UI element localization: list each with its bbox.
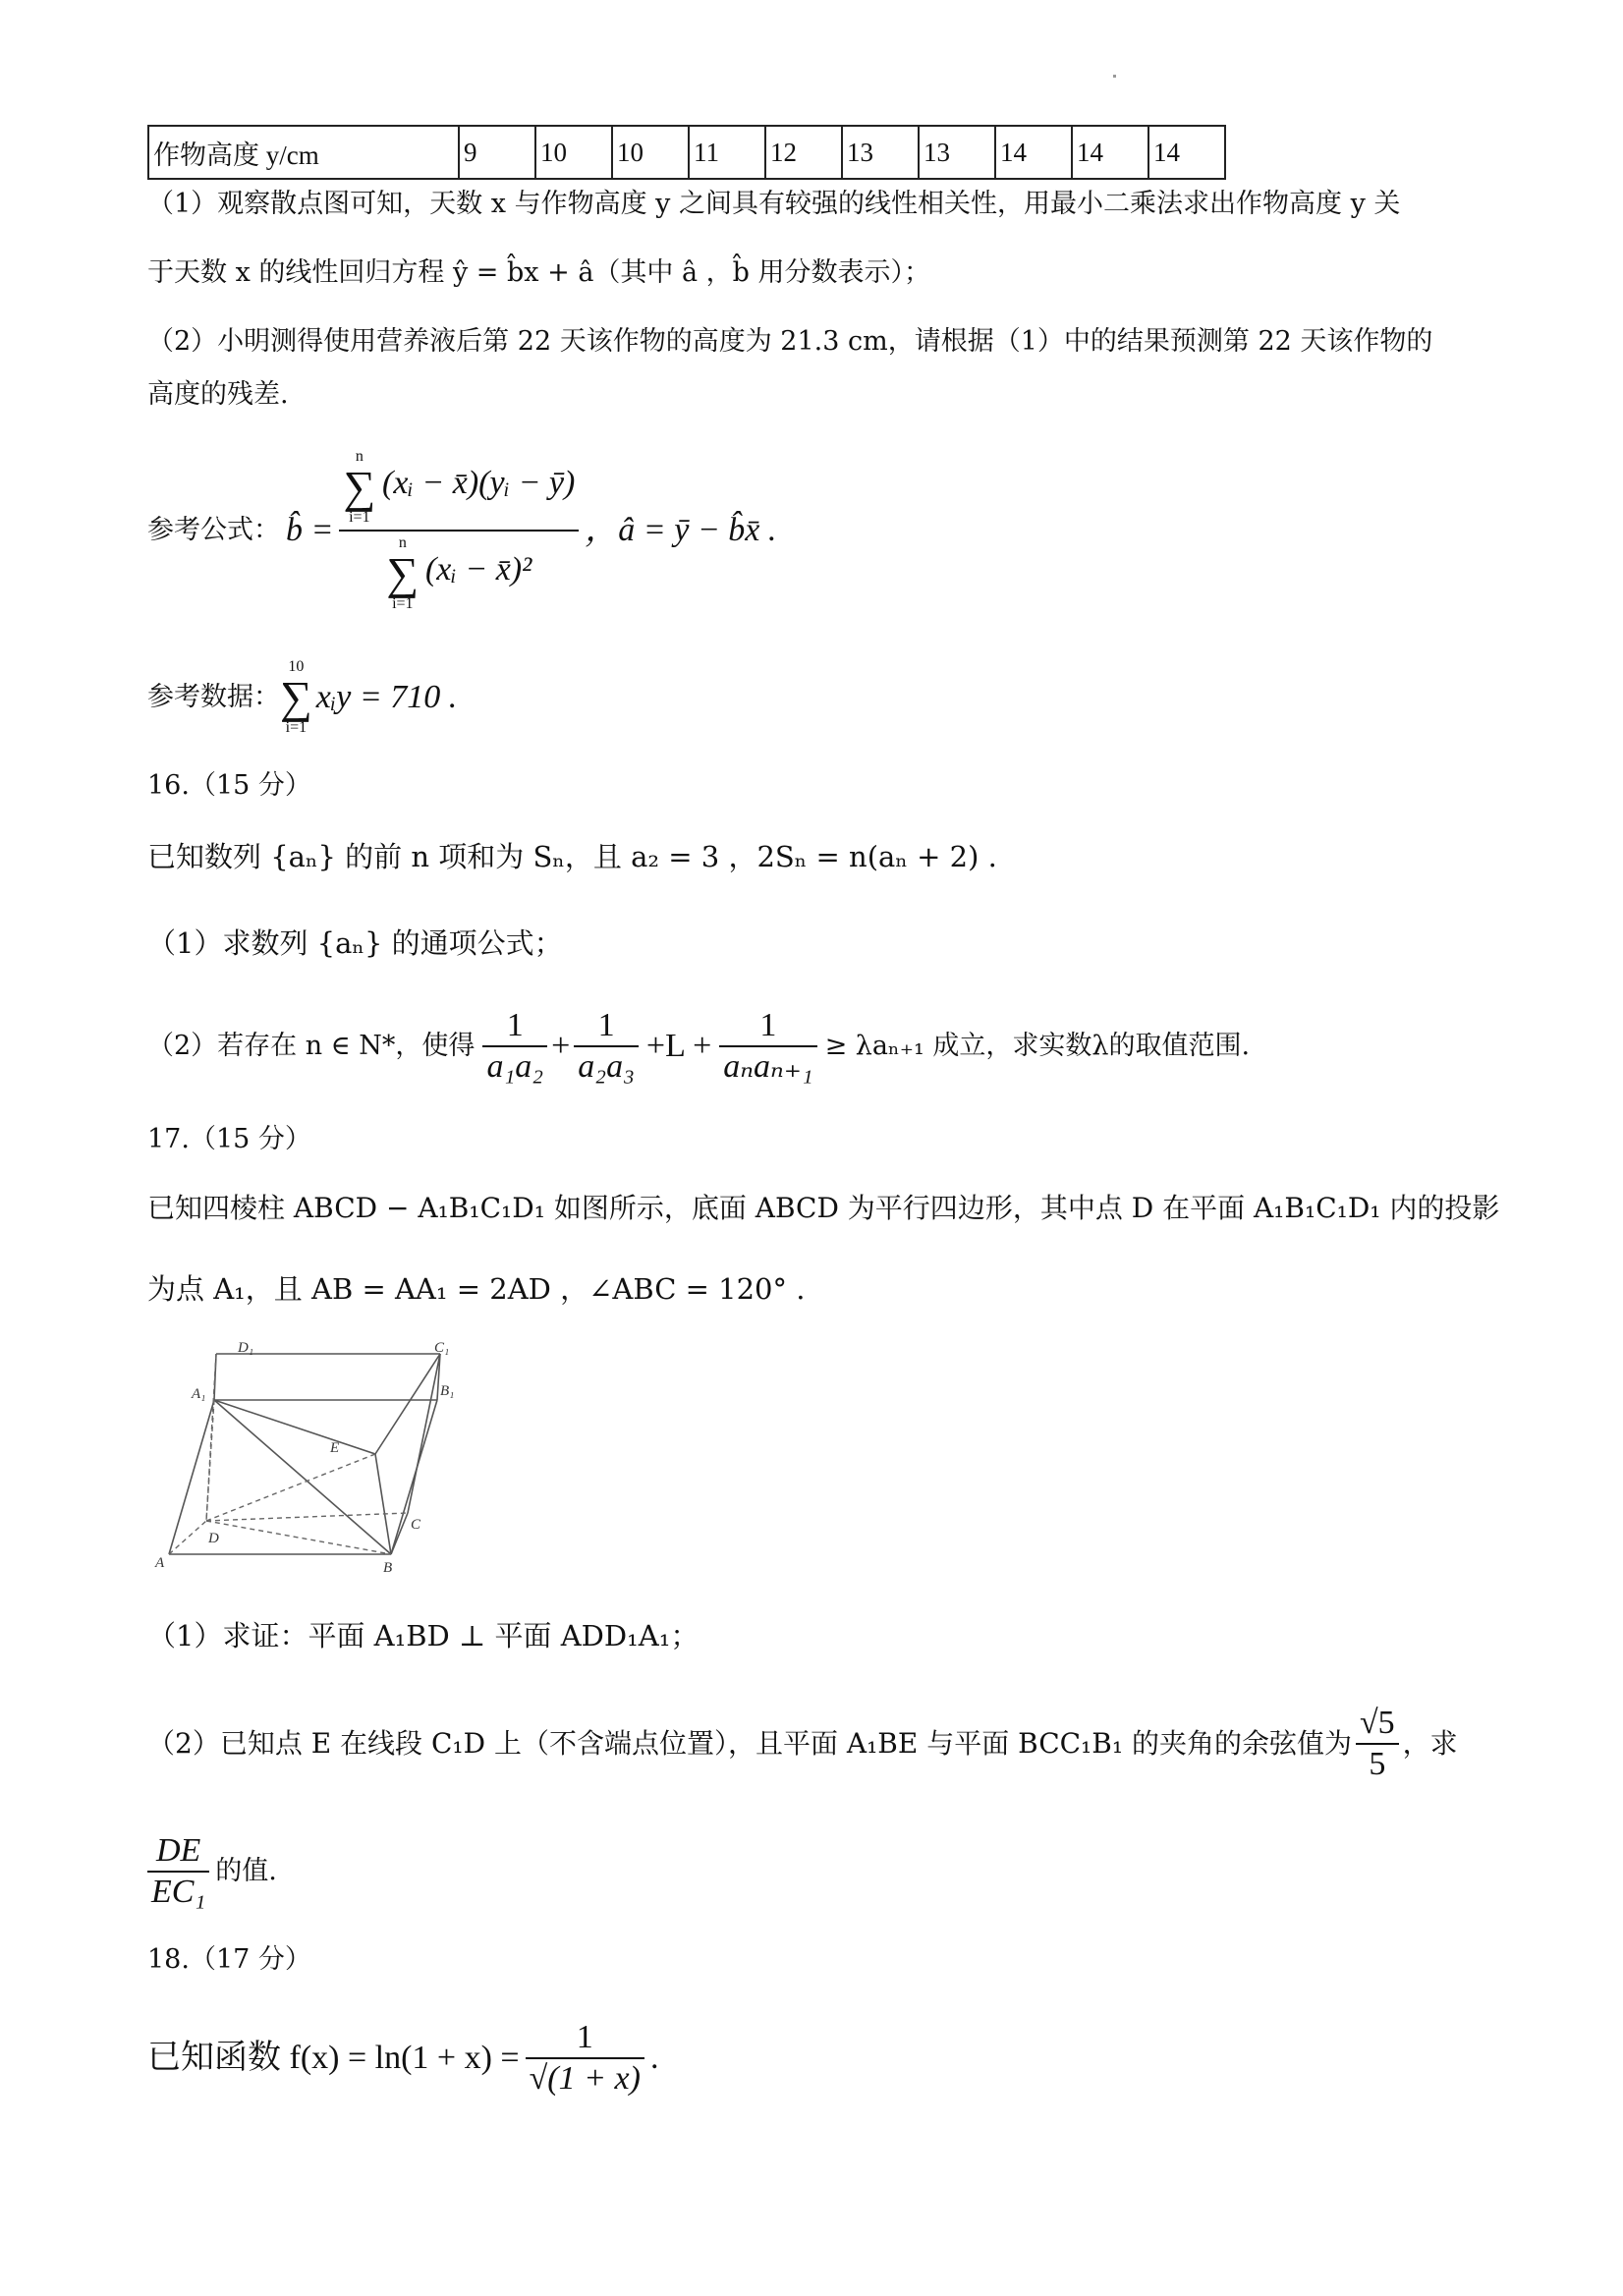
label-a: A xyxy=(155,1555,165,1571)
sum-lower: i=1 xyxy=(349,509,370,526)
q15-part1-line1: （1）观察散点图可知，天数 x 与作物高度 y 之间具有较强的线性相关性，用最小二乘法求出作物高度 y 关 xyxy=(147,189,1401,219)
frac-num: 1 xyxy=(719,1006,816,1047)
q18-stem-prefix: 已知函数 f(x) = ln(1 + x) = xyxy=(147,2040,520,2076)
data-table xyxy=(147,125,1226,180)
q16-fraction-2 xyxy=(574,1006,639,1087)
q16-part2 xyxy=(147,997,1250,1095)
q17-stem-line1: 已知四棱柱 ABCD − A₁B₁C₁D₁ 如图所示，底面 ABCD 为平行四边形，其中点 D 在平面 A₁B₁C₁D₁ 内的投影 xyxy=(147,1192,1500,1224)
q17-heading: 17.（15 分） xyxy=(147,1124,311,1154)
formula-label: 参考公式： xyxy=(147,515,280,545)
table-cell: 14 xyxy=(995,126,1072,179)
edge-dc xyxy=(206,1513,408,1521)
b-hat-fraction xyxy=(339,449,579,612)
b-hat-denominator xyxy=(339,532,579,612)
label-d1: D₁ xyxy=(238,1340,254,1356)
label-a1: A₁ xyxy=(192,1386,206,1402)
segment-eb xyxy=(375,1454,391,1554)
q17-part2-prefix: （2）已知点 E 在线段 C₁D 上（不含端点位置），且平面 A₁BE 与平面 BCC₁B₁ 的夹角的余弦值为 xyxy=(147,1727,1352,1760)
table-row-label: 作物高度 y/cm xyxy=(148,126,459,179)
label-e: E xyxy=(330,1440,340,1456)
sum-lower: i=1 xyxy=(392,595,414,612)
frac-den: 5 xyxy=(1369,1746,1386,1782)
sigma-symbol-denominator xyxy=(386,535,419,612)
table-cell: 14 xyxy=(1072,126,1148,179)
label-d: D xyxy=(208,1531,219,1546)
q17-part2 xyxy=(147,1695,1458,1793)
edge-a1b xyxy=(214,1400,391,1554)
ratio-suffix: 的值. xyxy=(215,1856,277,1886)
q16-part2-suffix: ≥ λaₙ₊₁ 成立，求实数λ的取值范围. xyxy=(824,1031,1251,1061)
segment-ea1 xyxy=(214,1400,375,1454)
frac-den: √(1 + x) xyxy=(529,2060,641,2097)
table-row xyxy=(148,126,1225,179)
frac-den: a₁a₂ xyxy=(486,1048,544,1085)
q16-fraction-3 xyxy=(719,1006,816,1087)
frac-num: √5 xyxy=(1356,1704,1399,1745)
table-cell: 13 xyxy=(919,126,995,179)
q15-part2-line1: （2）小明测得使用营养液后第 22 天该作物的高度为 21.3 cm，请根据（1）中的结果预测第 22 天该作物的 xyxy=(147,326,1433,357)
corner-mark xyxy=(1113,75,1116,78)
q18-fraction xyxy=(526,2018,644,2099)
table-cell: 9 xyxy=(459,126,535,179)
sigma-icon: ∑ xyxy=(280,672,312,722)
q16-part1: （1）求数列 {aₙ} 的通项公式； xyxy=(147,926,563,960)
data-label: 参考数据： xyxy=(147,682,280,712)
frac-den: a₂a₃ xyxy=(578,1048,635,1085)
table-cell: 14 xyxy=(1148,126,1225,179)
edge-db xyxy=(206,1521,391,1554)
ellipsis-plus: +L + xyxy=(645,1028,712,1064)
label-c: C xyxy=(411,1517,421,1533)
segment-de xyxy=(206,1454,375,1521)
q16-part2-prefix: （2）若存在 n ∈ N*，使得 xyxy=(147,1031,476,1061)
formula-block xyxy=(147,447,776,614)
sum-upper: n xyxy=(355,448,364,465)
q18-stem-suffix: . xyxy=(649,2040,659,2076)
data-expr: xᵢy = 710 . xyxy=(315,679,458,715)
q17-part2-suffix: ，求 xyxy=(1402,1727,1458,1760)
table-cell: 11 xyxy=(689,126,765,179)
q15-part1-line2: 于天数 x 的线性回归方程 ŷ = b̂x + â（其中 â ，b̂ 用分数表示）； xyxy=(147,257,931,288)
numerator-expr: (xᵢ − x̄)(yᵢ − ȳ) xyxy=(382,465,576,502)
frac-den: EC₁ xyxy=(151,1874,206,1910)
frac-num: DE xyxy=(147,1831,209,1873)
sigma-symbol-data xyxy=(280,659,312,736)
table-cell: 12 xyxy=(765,126,842,179)
table-cell: 10 xyxy=(535,126,612,179)
q18-stem xyxy=(147,2004,658,2112)
denominator-expr: (xᵢ − x̄)² xyxy=(424,551,532,588)
q16-heading: 16.（15 分） xyxy=(147,770,311,801)
frac-num: 1 xyxy=(482,1006,547,1047)
q16-stem: 已知数列 {aₙ} 的前 n 项和为 Sₙ，且 a₂ = 3 ，2Sₙ = n(aₙ + 2) . xyxy=(147,840,997,873)
label-c1: C₁ xyxy=(434,1340,450,1356)
q16-fraction-1 xyxy=(482,1006,547,1087)
frac-num: 1 xyxy=(574,1006,639,1047)
plus-sign: + xyxy=(551,1028,571,1064)
sigma-icon: ∑ xyxy=(343,462,376,512)
sigma-icon: ∑ xyxy=(386,548,420,598)
frac-den: aₙaₙ₊₁ xyxy=(723,1048,813,1085)
q17-part1: （1）求证：平面 A₁BD ⊥ 平面 ADD₁A₁； xyxy=(147,1619,700,1652)
sum-upper: 10 xyxy=(288,658,305,675)
label-b: B xyxy=(383,1560,393,1576)
b-hat-numerator xyxy=(339,449,579,532)
frac-num: 1 xyxy=(526,2018,644,2059)
q17-ratio xyxy=(147,1822,277,1921)
sigma-symbol-numerator xyxy=(343,449,375,526)
table-cell: 13 xyxy=(842,126,919,179)
table-cell: 10 xyxy=(612,126,689,179)
cosine-fraction xyxy=(1356,1704,1399,1784)
q17-stem-line2: 为点 A₁，且 AB = AA₁ = 2AD ，∠ABC = 120° . xyxy=(147,1272,806,1306)
a-hat-formula: ，â = ȳ − b̂x̄ . xyxy=(585,512,777,548)
sum-upper: n xyxy=(398,534,407,551)
reference-data xyxy=(147,653,457,742)
ratio-fraction xyxy=(147,1831,209,1912)
b-hat-symbol: b̂ = xyxy=(286,512,334,548)
q18-heading: 18.（17 分） xyxy=(147,1944,311,1975)
label-b1: B₁ xyxy=(440,1383,455,1399)
sum-lower: i=1 xyxy=(285,719,308,736)
q15-part2-line2: 高度的残差. xyxy=(147,379,289,410)
prism-figure xyxy=(147,1336,462,1582)
